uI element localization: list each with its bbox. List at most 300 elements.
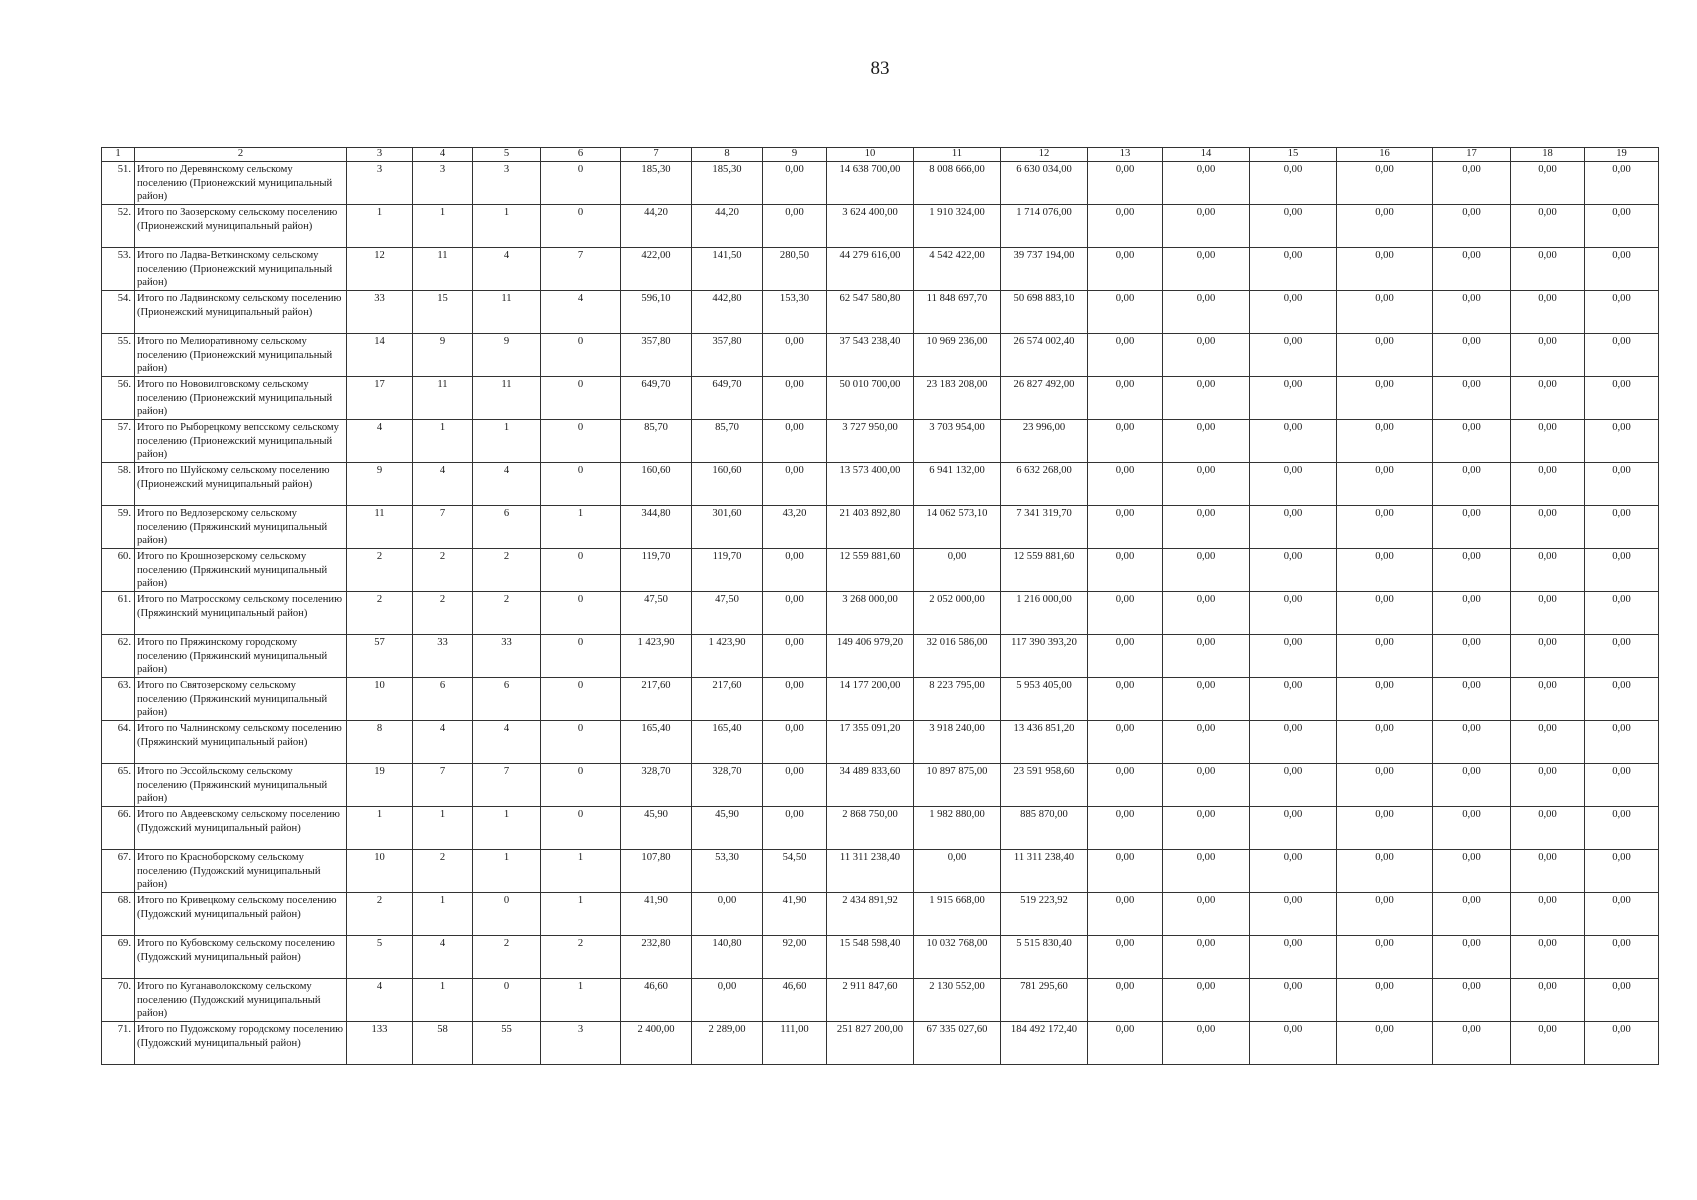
value-cell: 0,00 [1250,936,1337,979]
value-cell: 85,70 [692,420,763,463]
value-cell: 0,00 [1433,635,1511,678]
value-cell: 0,00 [1433,506,1511,549]
value-cell: 62 547 580,80 [827,291,914,334]
row-number: 61. [102,592,135,635]
value-cell: 0,00 [1337,334,1433,377]
value-cell: 1 [413,979,473,1022]
value-cell: 357,80 [621,334,692,377]
value-cell: 0,00 [1585,420,1659,463]
value-cell: 0,00 [1585,635,1659,678]
value-cell: 23 996,00 [1001,420,1088,463]
value-cell: 0,00 [1511,463,1585,506]
row-number: 64. [102,721,135,764]
value-cell: 0,00 [1088,807,1163,850]
value-cell: 10 897 875,00 [914,764,1001,807]
value-cell: 165,40 [692,721,763,764]
value-cell: 0,00 [1585,463,1659,506]
value-cell: 46,60 [621,979,692,1022]
value-cell: 0,00 [1088,506,1163,549]
settlement-name: Итого по Шуйскому сельскому поселению (Прионежский муниципальный район) [135,463,347,506]
value-cell: 0,00 [1433,592,1511,635]
value-cell: 1 982 880,00 [914,807,1001,850]
value-cell: 160,60 [621,463,692,506]
value-cell: 26 574 002,40 [1001,334,1088,377]
value-cell: 0 [541,162,621,205]
value-cell: 184 492 172,40 [1001,1022,1088,1065]
value-cell: 0,00 [1163,893,1250,936]
value-cell: 0,00 [1088,1022,1163,1065]
table-row [102,420,1659,463]
table-row [102,893,1659,936]
value-cell: 1 714 076,00 [1001,205,1088,248]
value-cell: 0 [541,678,621,721]
value-cell: 0 [541,420,621,463]
column-header-6: 6 [541,148,621,162]
value-cell: 0,00 [1088,592,1163,635]
value-cell: 0,00 [1585,248,1659,291]
row-number: 57. [102,420,135,463]
value-cell: 54,50 [763,850,827,893]
value-cell: 0,00 [1250,291,1337,334]
value-cell: 0,00 [1163,979,1250,1022]
value-cell: 33 [413,635,473,678]
value-cell: 0,00 [1337,205,1433,248]
table-row [102,248,1659,291]
value-cell: 41,90 [621,893,692,936]
value-cell: 1 [541,850,621,893]
value-cell: 50 010 700,00 [827,377,914,420]
value-cell: 3 [347,162,413,205]
settlement-name: Итого по Деревянскому сельскому поселению (Прионежский муниципальный район) [135,162,347,205]
value-cell: 3 703 954,00 [914,420,1001,463]
value-cell: 0,00 [1433,377,1511,420]
settlement-name: Итого по Заозерскому сельскому поселению (Прионежский муниципальный район) [135,205,347,248]
value-cell: 3 [473,162,541,205]
column-header-12: 12 [1001,148,1088,162]
value-cell: 19 [347,764,413,807]
value-cell: 17 [347,377,413,420]
value-cell: 0,00 [1337,936,1433,979]
row-number: 59. [102,506,135,549]
value-cell: 57 [347,635,413,678]
value-cell: 1 [347,807,413,850]
value-cell: 3 [413,162,473,205]
table-row [102,979,1659,1022]
value-cell: 0,00 [1585,205,1659,248]
row-number: 69. [102,936,135,979]
value-cell: 0 [473,979,541,1022]
value-cell: 0,00 [1088,979,1163,1022]
row-number: 68. [102,893,135,936]
column-header-13: 13 [1088,148,1163,162]
table-row [102,678,1659,721]
value-cell: 0,00 [1088,721,1163,764]
settlement-name: Итого по Мелиоративному сельскому поселению (Прионежский муниципальный район) [135,334,347,377]
value-cell: 0,00 [1088,377,1163,420]
value-cell: 0,00 [1511,248,1585,291]
value-cell: 0,00 [1433,205,1511,248]
data-table [101,147,1659,1065]
value-cell: 2 [413,592,473,635]
value-cell: 4 [413,936,473,979]
value-cell: 0,00 [1088,291,1163,334]
table-row [102,721,1659,764]
value-cell: 2 130 552,00 [914,979,1001,1022]
value-cell: 885 870,00 [1001,807,1088,850]
value-cell: 0,00 [1337,377,1433,420]
value-cell: 0 [541,635,621,678]
value-cell: 232,80 [621,936,692,979]
value-cell: 0,00 [1337,764,1433,807]
value-cell: 0,00 [1585,721,1659,764]
value-cell: 0,00 [1433,893,1511,936]
value-cell: 0,00 [1088,248,1163,291]
value-cell: 0,00 [1337,291,1433,334]
value-cell: 0,00 [1337,979,1433,1022]
value-cell: 0,00 [1433,850,1511,893]
value-cell: 0,00 [1337,162,1433,205]
row-number: 51. [102,162,135,205]
table-row [102,463,1659,506]
value-cell: 11 [413,248,473,291]
value-cell: 1 [473,205,541,248]
value-cell: 0,00 [1337,807,1433,850]
value-cell: 45,90 [621,807,692,850]
value-cell: 0,00 [1163,1022,1250,1065]
value-cell: 0,00 [1337,549,1433,592]
value-cell: 39 737 194,00 [1001,248,1088,291]
value-cell: 0,00 [1511,162,1585,205]
value-cell: 160,60 [692,463,763,506]
value-cell: 0,00 [1433,764,1511,807]
value-cell: 0,00 [1433,162,1511,205]
value-cell: 0 [541,549,621,592]
value-cell: 2 [347,893,413,936]
value-cell: 2 911 847,60 [827,979,914,1022]
value-cell: 0,00 [1585,506,1659,549]
value-cell: 0,00 [1250,162,1337,205]
settlement-name: Итого по Ладвинскому сельскому поселению (Прионежский муниципальный район) [135,291,347,334]
value-cell: 0,00 [1163,764,1250,807]
settlement-name: Итого по Святозерскому сельскому поселению (Пряжинский муниципальный район) [135,678,347,721]
value-cell: 0,00 [763,764,827,807]
value-cell: 0,00 [1163,850,1250,893]
value-cell: 0,00 [1511,592,1585,635]
value-cell: 1 [541,979,621,1022]
value-cell: 0,00 [1433,334,1511,377]
value-cell: 7 [473,764,541,807]
value-cell: 0,00 [1088,162,1163,205]
value-cell: 0,00 [1250,506,1337,549]
column-header-9: 9 [763,148,827,162]
value-cell: 8 223 795,00 [914,678,1001,721]
value-cell: 0,00 [1250,721,1337,764]
value-cell: 12 559 881,60 [1001,549,1088,592]
value-cell: 0,00 [1585,291,1659,334]
value-cell: 0,00 [1163,678,1250,721]
table-row [102,850,1659,893]
column-header-5: 5 [473,148,541,162]
value-cell: 0 [541,764,621,807]
value-cell: 0,00 [1250,678,1337,721]
value-cell: 0,00 [1511,678,1585,721]
value-cell: 5 [347,936,413,979]
value-cell: 0,00 [1250,979,1337,1022]
value-cell: 0,00 [1511,893,1585,936]
value-cell: 0,00 [1511,506,1585,549]
value-cell: 0,00 [1163,162,1250,205]
value-cell: 34 489 833,60 [827,764,914,807]
value-cell: 11 311 238,40 [827,850,914,893]
value-cell: 2 [473,936,541,979]
settlement-name: Итого по Чалнинскому сельскому поселению (Пряжинский муниципальный район) [135,721,347,764]
value-cell: 0,00 [1511,721,1585,764]
value-cell: 0,00 [1250,1022,1337,1065]
value-cell: 4 [473,721,541,764]
value-cell: 8 008 666,00 [914,162,1001,205]
value-cell: 14 [347,334,413,377]
value-cell: 0,00 [1163,721,1250,764]
value-cell: 92,00 [763,936,827,979]
value-cell: 0 [473,893,541,936]
value-cell: 0,00 [1433,248,1511,291]
value-cell: 15 [413,291,473,334]
value-cell: 0,00 [763,592,827,635]
value-cell: 0,00 [1433,979,1511,1022]
settlement-name: Итого по Пудожскому городскому поселению (Пудожский муниципальный район) [135,1022,347,1065]
value-cell: 11 [473,291,541,334]
value-cell: 6 941 132,00 [914,463,1001,506]
value-cell: 4 [413,463,473,506]
value-cell: 141,50 [692,248,763,291]
value-cell: 0,00 [1163,592,1250,635]
table-row [102,506,1659,549]
value-cell: 0,00 [1088,463,1163,506]
row-number: 71. [102,1022,135,1065]
column-header-17: 17 [1433,148,1511,162]
value-cell: 7 [413,764,473,807]
value-cell: 0,00 [1163,549,1250,592]
value-cell: 0,00 [1433,936,1511,979]
value-cell: 12 559 881,60 [827,549,914,592]
value-cell: 1 [413,807,473,850]
value-cell: 0,00 [692,893,763,936]
value-cell: 0,00 [1511,807,1585,850]
value-cell: 0,00 [1088,936,1163,979]
settlement-name: Итого по Ладва-Веткинскому сельскому поселению (Прионежский муниципальный район) [135,248,347,291]
value-cell: 0,00 [763,549,827,592]
value-cell: 0,00 [1585,377,1659,420]
value-cell: 0,00 [1088,420,1163,463]
value-cell: 44,20 [692,205,763,248]
value-cell: 0,00 [1511,334,1585,377]
row-number: 53. [102,248,135,291]
row-number: 52. [102,205,135,248]
value-cell: 2 [347,549,413,592]
table-row [102,1022,1659,1065]
value-cell: 0,00 [1337,850,1433,893]
value-cell: 1 [413,420,473,463]
value-cell: 0,00 [1585,979,1659,1022]
value-cell: 32 016 586,00 [914,635,1001,678]
value-cell: 0,00 [1250,248,1337,291]
value-cell: 0,00 [1337,506,1433,549]
value-cell: 0,00 [1337,420,1433,463]
value-cell: 4 [347,420,413,463]
value-cell: 111,00 [763,1022,827,1065]
value-cell: 85,70 [621,420,692,463]
value-cell: 6 632 268,00 [1001,463,1088,506]
value-cell: 4 [541,291,621,334]
row-number: 60. [102,549,135,592]
value-cell: 7 [413,506,473,549]
value-cell: 0,00 [1337,592,1433,635]
settlement-name: Итого по Авдеевскому сельскому поселению (Пудожский муниципальный район) [135,807,347,850]
value-cell: 14 177 200,00 [827,678,914,721]
value-cell: 3 918 240,00 [914,721,1001,764]
value-cell: 0,00 [1585,592,1659,635]
value-cell: 0,00 [1337,893,1433,936]
value-cell: 165,40 [621,721,692,764]
value-cell: 9 [473,334,541,377]
table-row [102,162,1659,205]
value-cell: 0,00 [1088,678,1163,721]
value-cell: 10 969 236,00 [914,334,1001,377]
value-cell: 0,00 [763,205,827,248]
value-cell: 14 062 573,10 [914,506,1001,549]
value-cell: 6 [413,678,473,721]
column-header-18: 18 [1511,148,1585,162]
header-row [102,148,1659,162]
settlement-name: Итого по Рыборецкому вепсскому сельскому поселению (Прионежский муниципальный район) [135,420,347,463]
value-cell: 0,00 [1511,205,1585,248]
value-cell: 0 [541,205,621,248]
value-cell: 0,00 [1511,850,1585,893]
value-cell: 0,00 [1511,764,1585,807]
value-cell: 2 400,00 [621,1022,692,1065]
value-cell: 0,00 [1163,635,1250,678]
column-header-8: 8 [692,148,763,162]
value-cell: 0,00 [1585,549,1659,592]
row-number: 65. [102,764,135,807]
value-cell: 0,00 [763,420,827,463]
value-cell: 0,00 [914,549,1001,592]
value-cell: 133 [347,1022,413,1065]
value-cell: 0,00 [763,162,827,205]
value-cell: 3 624 400,00 [827,205,914,248]
column-header-2: 2 [135,148,347,162]
value-cell: 7 [541,248,621,291]
row-number: 67. [102,850,135,893]
row-number: 70. [102,979,135,1022]
value-cell: 119,70 [692,549,763,592]
value-cell: 0,00 [1585,764,1659,807]
value-cell: 10 032 768,00 [914,936,1001,979]
value-cell: 0,00 [1511,936,1585,979]
value-cell: 0,00 [1088,635,1163,678]
row-number: 66. [102,807,135,850]
value-cell: 15 548 598,40 [827,936,914,979]
value-cell: 55 [473,1022,541,1065]
settlement-name: Итого по Куганаволокскому сельскому поселению (Пудожский муниципальный район) [135,979,347,1022]
table-row [102,807,1659,850]
value-cell: 45,90 [692,807,763,850]
table-row [102,936,1659,979]
value-cell: 301,60 [692,506,763,549]
settlement-name: Итого по Крошнозерскому сельскому поселению (Пряжинский муниципальный район) [135,549,347,592]
value-cell: 0,00 [1163,463,1250,506]
value-cell: 0 [541,807,621,850]
value-cell: 0,00 [1088,764,1163,807]
value-cell: 0,00 [1250,893,1337,936]
value-cell: 0,00 [763,334,827,377]
value-cell: 0 [541,334,621,377]
value-cell: 153,30 [763,291,827,334]
value-cell: 0,00 [1250,592,1337,635]
value-cell: 0,00 [1585,807,1659,850]
value-cell: 1 423,90 [692,635,763,678]
value-cell: 280,50 [763,248,827,291]
value-cell: 0,00 [1088,850,1163,893]
settlement-name: Итого по Ведлозерскому сельскому поселению (Пряжинский муниципальный район) [135,506,347,549]
value-cell: 9 [347,463,413,506]
value-cell: 0,00 [1163,205,1250,248]
value-cell: 3 727 950,00 [827,420,914,463]
value-cell: 11 [347,506,413,549]
value-cell: 0,00 [1337,678,1433,721]
value-cell: 649,70 [621,377,692,420]
value-cell: 8 [347,721,413,764]
value-cell: 6 [473,506,541,549]
value-cell: 0,00 [1511,420,1585,463]
value-cell: 4 [347,979,413,1022]
value-cell: 0,00 [1163,334,1250,377]
value-cell: 0,00 [763,807,827,850]
value-cell: 0,00 [1163,291,1250,334]
row-number: 62. [102,635,135,678]
value-cell: 328,70 [621,764,692,807]
value-cell: 0,00 [1433,291,1511,334]
value-cell: 1 915 668,00 [914,893,1001,936]
value-cell: 47,50 [692,592,763,635]
value-cell: 0,00 [1585,1022,1659,1065]
value-cell: 119,70 [621,549,692,592]
value-cell: 1 [473,850,541,893]
value-cell: 33 [347,291,413,334]
column-header-14: 14 [1163,148,1250,162]
value-cell: 4 [473,248,541,291]
value-cell: 140,80 [692,936,763,979]
value-cell: 0,00 [1250,377,1337,420]
value-cell: 21 403 892,80 [827,506,914,549]
value-cell: 0,00 [1585,162,1659,205]
value-cell: 0,00 [1585,893,1659,936]
value-cell: 0,00 [1250,549,1337,592]
value-cell: 9 [413,334,473,377]
value-cell: 3 [541,1022,621,1065]
value-cell: 17 355 091,20 [827,721,914,764]
value-cell: 781 295,60 [1001,979,1088,1022]
value-cell: 11 [413,377,473,420]
value-cell: 2 [413,549,473,592]
value-cell: 2 [541,936,621,979]
value-cell: 0,00 [1337,463,1433,506]
value-cell: 2 868 750,00 [827,807,914,850]
settlement-name: Итого по Матросскому сельскому поселению (Пряжинский муниципальный район) [135,592,347,635]
table-row [102,549,1659,592]
value-cell: 0,00 [1585,936,1659,979]
value-cell: 217,60 [692,678,763,721]
